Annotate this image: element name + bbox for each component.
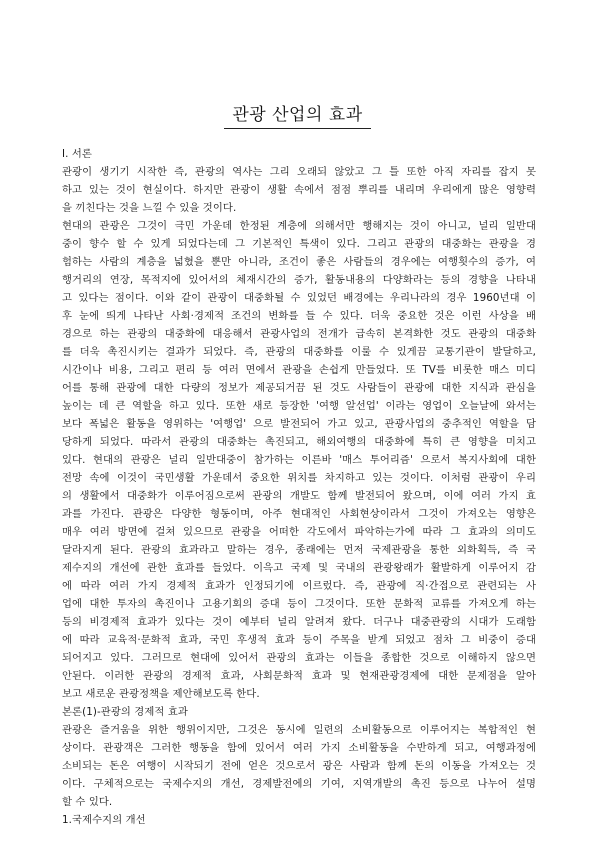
text-line: 상이다. 관광객은 그러한 행동을 함에 있어서 여러 가지 소비활동을 수반하게 되고, 여행과정에 bbox=[62, 742, 536, 754]
text-line: 에 따라 교육적·문화적 효과, 국민 후생적 효과 등이 주목을 받게 되었고 점차 그 비중이 증대 bbox=[62, 634, 536, 646]
text-line: 어를 통해 관광에 대한 다량의 정보가 제공되거끔 된 것도 사람들이 관광에 대한 지식과 관심을 bbox=[62, 382, 536, 394]
text-line: 등의 비경제적 효과가 있다는 것이 예부터 널리 알려져 왔다. 더구나 대중관광의 시대가 도래함 bbox=[62, 616, 536, 628]
text-line: 업에 대한 투자의 촉진이나 고용기회의 증대 등이 그것이다. 또한 문화적 교류를 가져오게 하는 bbox=[62, 598, 536, 610]
text-line: 과를 가진다. 관광은 다양한 형동이며, 아주 현대적인 사회현상이라서 그것이 가져오는 영향은 bbox=[62, 508, 536, 520]
text-line: 할 수 있다. bbox=[62, 796, 113, 808]
document-title: 관광 산업의 효과 bbox=[224, 100, 370, 129]
title-block bbox=[0, 100, 595, 129]
text-line: 높이는 데 큰 역할을 하고 있다. 또한 새로 등장한 '여행 알선업' 이라는 영업이 오늘날에 와서는 bbox=[62, 400, 536, 412]
text-line: 당하게 되었다. 따라서 관광의 대중화는 촉진되고, 해외여행의 대중화에 특히 큰 영향을 미치고 bbox=[62, 436, 536, 448]
text-line: 보다 폭넓은 활동을 영위하는 '여행업' 으로 발전되어 가고 있고, 관광사업의 중추적인 역할을 담 bbox=[62, 418, 536, 430]
text-line: 중이 향수 할 수 있게 되었다는데 그 기본적인 특색이 있다. 그리고 관광의 대중화는 관광을 경 bbox=[62, 238, 536, 250]
text-line: 고 있다는 점이다. 이와 같이 관광이 대중화될 수 있었던 배경에는 우리나라의 경우 1960년대 이 bbox=[62, 292, 536, 304]
text-line: 본론(1)-관광의 경제적 효과 bbox=[62, 706, 188, 718]
text-line: 시간이나 비용, 그리고 편리 등 여러 면에서 관광을 손쉽게 만들었다. 또 TV를 비롯한 매스 미디 bbox=[62, 364, 536, 376]
text-line: 소비되는 돈은 여행이 시작되기 전에 얻은 것으로서 광은 사람과 함께 돈의 이동을 가져오는 것 bbox=[62, 760, 536, 772]
document-body bbox=[62, 145, 536, 829]
text-line: 에 따라 여러 가지 경제적 효과가 인정되기에 이르렀다. 즉, 관광에 직·간접으로 관련되는 사 bbox=[62, 580, 536, 592]
text-line: 현대의 관광은 그것이 극민 가운데 한정된 계층에 의해서만 행해지는 것이 아니고, 널리 일반대 bbox=[62, 220, 536, 232]
text-line: 관광이 생기기 시작한 즉, 관광의 역사는 그리 오래되 않았고 그 틀 또한 아직 자리를 잡지 못 bbox=[62, 166, 536, 178]
text-line: 1.국제수지의 개선 bbox=[62, 814, 146, 826]
text-line: 안된다. 이러한 관광의 경제적 효과, 사회문화적 효과 및 현재관광경제에 대한 문제점을 알아 bbox=[62, 670, 536, 682]
text-line: 을 끼친다는 것을 느낄 수 있을 것이다. bbox=[62, 202, 237, 214]
text-line: 경으로 하는 관광의 대중화에 대응해서 관광사업의 전개가 급속히 본격화한 것도 관광의 대중화 bbox=[62, 328, 536, 340]
text-line: 되어지고 있다. 그러므로 현대에 있어서 관광의 효과는 이들을 종합한 것으로 이해하지 않으면 bbox=[62, 652, 536, 664]
text-line: 험하는 사람의 계층을 넓혔을 뿐만 아니라, 조건이 좋은 사람들의 경우에는 여행횟수의 증가, 여 bbox=[62, 256, 536, 268]
text-line: 행거리의 연장, 목적지에 있어서의 체재시간의 증가, 활동내용의 다양화라는 등의 경향을 나타내 bbox=[62, 274, 536, 286]
text-line: 를 더욱 촉진시키는 결과가 되었다. 즉, 관광의 대중화를 이룰 수 있게끔 교통기관이 발달하고, bbox=[62, 346, 536, 358]
text-line: 매우 여러 방면에 걸쳐 있으므로 관광을 어떠한 각도에서 파악하는가에 따라 그 효과의 의미도 bbox=[62, 526, 536, 538]
text-line: I. 서론 bbox=[62, 148, 92, 160]
text-line: 제수지의 개선에 관한 효과를 들었다. 이윽고 국제 및 국내의 관광왕래가 활발하게 이루어지 감 bbox=[62, 562, 536, 574]
text-line: 있다. 현대의 관광은 널리 일반대중이 참가하는 이른바 '매스 투어리즘' 으로서 복지사회에 대한 bbox=[62, 454, 536, 466]
text-line: 의 생활에서 대중화가 이루어짐으로써 관광의 개발도 함께 발전되어 왔으며, 이에 여러 가지 효 bbox=[62, 490, 536, 502]
text-line: 관광은 즐거움을 위한 행위이지만, 그것은 동시에 일련의 소비활동으로 이루어지는 복합적인 현 bbox=[62, 724, 536, 736]
text-line: 달라지게 된다. 관광의 효과라고 말하는 경우, 종래에는 먼저 국제관광을 통한 외화획득, 즉 국 bbox=[62, 544, 536, 556]
text-line: 이다. 구체적으로는 국제수지의 개선, 경제발전에의 기여, 지역개발의 촉진 등으로 나누어 설명 bbox=[62, 778, 536, 790]
text-line: 전망 속에 이것이 국민생활 가운데서 중요한 위치를 차지하고 있는 것이다. 이처럼 관광이 우리 bbox=[62, 472, 536, 484]
text-line: 후 눈에 띄게 나타난 사회·경제적 조건의 변화를 들 수 있다. 더욱 중요한 것은 이런 사상을 배 bbox=[62, 310, 536, 322]
text-line: 보고 새로운 관광정책을 제안해보도록 한다. bbox=[62, 688, 260, 700]
text-line: 하고 있는 것이 현실이다. 하지만 관광이 생활 속에서 점점 뿌리를 내리며 우리에게 많은 영향력 bbox=[62, 184, 536, 196]
